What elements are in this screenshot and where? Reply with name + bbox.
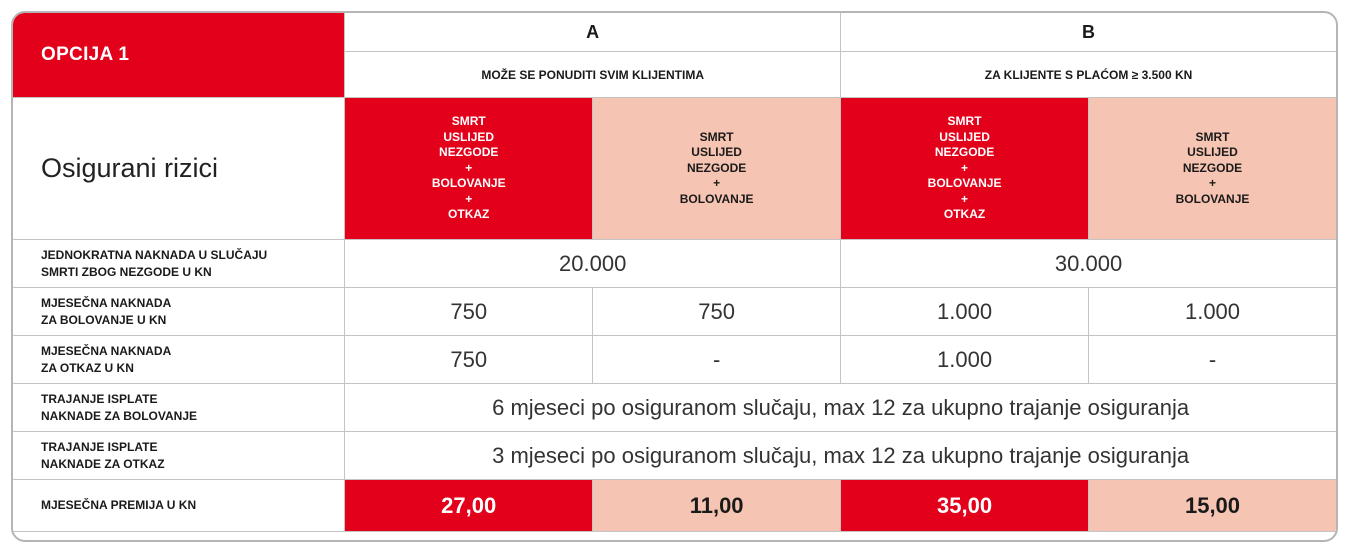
layoff-value: - bbox=[1089, 336, 1337, 384]
row-label-premium: MJESEČNA PREMIJA U KN bbox=[13, 480, 345, 532]
column-b-letter: B bbox=[841, 13, 1337, 52]
option-table bbox=[12, 12, 1337, 532]
death-value-a: 20.000 bbox=[345, 240, 841, 288]
row-label-sick-duration: TRAJANJE ISPLATE NAKNADE ZA BOLOVANJE bbox=[13, 384, 345, 432]
risks-title: Osigurani rizici bbox=[13, 98, 345, 240]
row-label-sick: MJESEČNA NAKNADA ZA BOLOVANJE U KN bbox=[13, 288, 345, 336]
premium-value: 15,00 bbox=[1089, 480, 1337, 532]
layoff-value: 1.000 bbox=[841, 336, 1089, 384]
sick-value: 1.000 bbox=[1089, 288, 1337, 336]
sick-value: 750 bbox=[345, 288, 593, 336]
premium-value: 11,00 bbox=[593, 480, 841, 532]
risk-cell-b-full: SMRT USLIJED NEZGODE + BOLOVANJE + OTKAZ bbox=[841, 98, 1089, 240]
row-label-layoff-duration: TRAJANJE ISPLATE NAKNADE ZA OTKAZ bbox=[13, 432, 345, 480]
column-a-letter: A bbox=[345, 13, 841, 52]
risk-cell-b-partial: SMRT USLIJED NEZGODE + BOLOVANJE bbox=[1089, 98, 1337, 240]
layoff-value: 750 bbox=[345, 336, 593, 384]
row-label-layoff: MJESEČNA NAKNADA ZA OTKAZ U KN bbox=[13, 336, 345, 384]
risk-cell-a-partial: SMRT USLIJED NEZGODE + BOLOVANJE bbox=[593, 98, 841, 240]
row-label-death: JEDNOKRATNA NAKNADA U SLUČAJU SMRTI ZBOG NEZGODE U KN bbox=[13, 240, 345, 288]
death-value-b: 30.000 bbox=[841, 240, 1337, 288]
risk-cell-a-full: SMRT USLIJED NEZGODE + BOLOVANJE + OTKAZ bbox=[345, 98, 593, 240]
sick-value: 1.000 bbox=[841, 288, 1089, 336]
premium-value: 27,00 bbox=[345, 480, 593, 532]
column-b-subtitle: ZA KLIJENTE S PLAĆOM ≥ 3.500 KN bbox=[841, 52, 1337, 98]
column-a-subtitle: MOŽE SE PONUDITI SVIM KLIJENTIMA bbox=[345, 52, 841, 98]
layoff-value: - bbox=[593, 336, 841, 384]
layoff-duration-text: 3 mjeseci po osiguranom slučaju, max 12 za ukupno trajanje osiguranja bbox=[345, 432, 1337, 480]
sick-value: 750 bbox=[593, 288, 841, 336]
insurance-option-table bbox=[11, 11, 1338, 542]
premium-value: 35,00 bbox=[841, 480, 1089, 532]
sick-duration-text: 6 mjeseci po osiguranom slučaju, max 12 za ukupno trajanje osiguranja bbox=[345, 384, 1337, 432]
option-label: OPCIJA 1 bbox=[13, 13, 345, 98]
